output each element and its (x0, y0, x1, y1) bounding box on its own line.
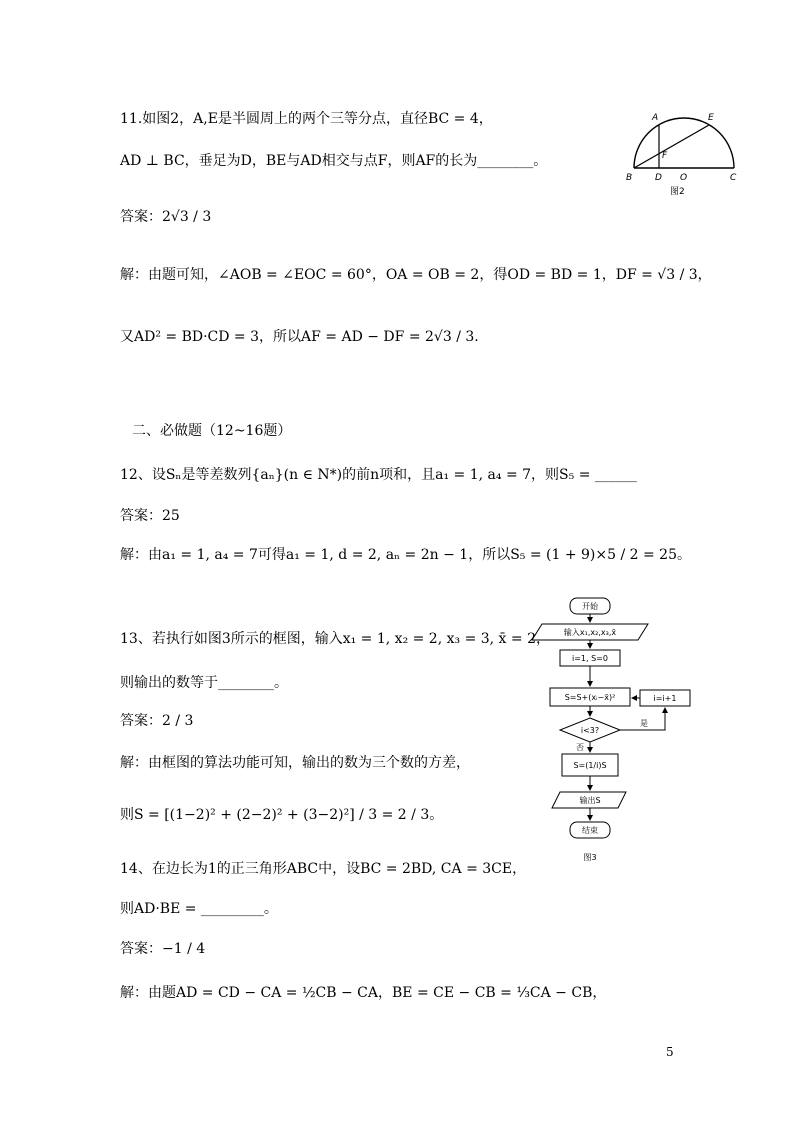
q14-line: 14、在边长为1的正三角形ABC中，设BC = 2BD, CA = 3CE， (120, 861, 527, 877)
label-a: A (652, 113, 659, 123)
q11-line-b: AD ⊥ BC，垂足为D，BE与AD相交与点F，则AF的长为________。 (120, 153, 548, 169)
flow-init-label: i=1, S=0 (572, 654, 608, 663)
q12-line: 12、设Sₙ是等差数列{aₙ}(n ∈ N*)的前n项和，且a₁ = 1, a₄ = 7，则S₅ = ______ (120, 467, 637, 483)
figure-2-caption: 图2 (670, 187, 685, 197)
flow-output-label: 输出S (579, 796, 601, 805)
flow-divide-label: S=(1/i)S (573, 761, 607, 770)
flow-condition-label: i<3? (580, 726, 600, 735)
q14-answer: 答案：−1 / 4 (120, 941, 206, 957)
label-e: E (708, 113, 714, 123)
label-b: B (626, 173, 633, 183)
label-d: D (655, 173, 662, 183)
q14-solution: 解：由题AD = CD − CA = ½CB − CA，BE = CE − CB = ⅓CA − CB， (120, 985, 607, 1001)
figure-3-caption: 图3 (583, 853, 597, 862)
figure-2-semicircle (622, 98, 742, 198)
label-o: O (680, 173, 688, 183)
q13-line-b: 则输出的数等于________。 (120, 675, 288, 691)
q13-line-a: 13、若执行如图3所示的框图，输入x₁ = 1, x₂ = 2, x₃ = 3, x̄ = 2， (120, 631, 550, 647)
flow-yes-label: 是 (640, 719, 648, 728)
segment-be (634, 125, 709, 168)
q13-answer: 答案：2 / 3 (120, 713, 194, 729)
semicircle-arc (634, 118, 734, 168)
q11-solution-1: 解：由题可知，∠AOB = ∠EOC = 60°，OA = OB = 2，得OD = BD = 1，DF = √3 / 3， (120, 267, 712, 283)
q13-solution-1: 解：由框图的算法功能可知，输出的数为三个数的方差， (120, 755, 470, 771)
q13-solution-2: 则S = [(1−2)² + (2−2)² + (3−2)²] / 3 = 2 / 3。 (120, 807, 444, 823)
flow-increment-label: i=i+1 (653, 694, 677, 703)
label-f: F (662, 151, 668, 161)
q12-solution: 解：由a₁ = 1, a₄ = 7可得a₁ = 1, d = 2, aₙ = 2n − 1，所以S₅ = (1 + 9)×5 / 2 = 25。 (120, 547, 691, 563)
flow-end-label: 结束 (582, 826, 598, 835)
flow-input-label: 输入x₁,x₂,x₃,x̄ (563, 628, 617, 637)
figure-3-flowchart (520, 590, 720, 870)
page-number: 5 (666, 1045, 674, 1059)
q11-answer: 答案：2√3 / 3 (120, 209, 212, 225)
section-heading: 二、必做题（12~16题） (132, 423, 292, 439)
q14-line-b: 则AD·BE = _________。 (120, 901, 278, 917)
q11-line-a: 11.如图2，A,E是半圆周上的两个三等分点，直径BC = 4， (120, 111, 493, 127)
flow-update-label: S=S+(xᵢ−x̄)² (564, 693, 616, 702)
label-c: C (730, 173, 737, 183)
q12-answer: 答案：25 (120, 508, 180, 524)
q11-solution-2: 又AD² = BD·CD = 3，所以AF = AD − DF = 2√3 / 3. (120, 329, 479, 345)
flow-no-label: 否 (576, 743, 584, 752)
flow-start-label: 开始 (582, 602, 598, 611)
